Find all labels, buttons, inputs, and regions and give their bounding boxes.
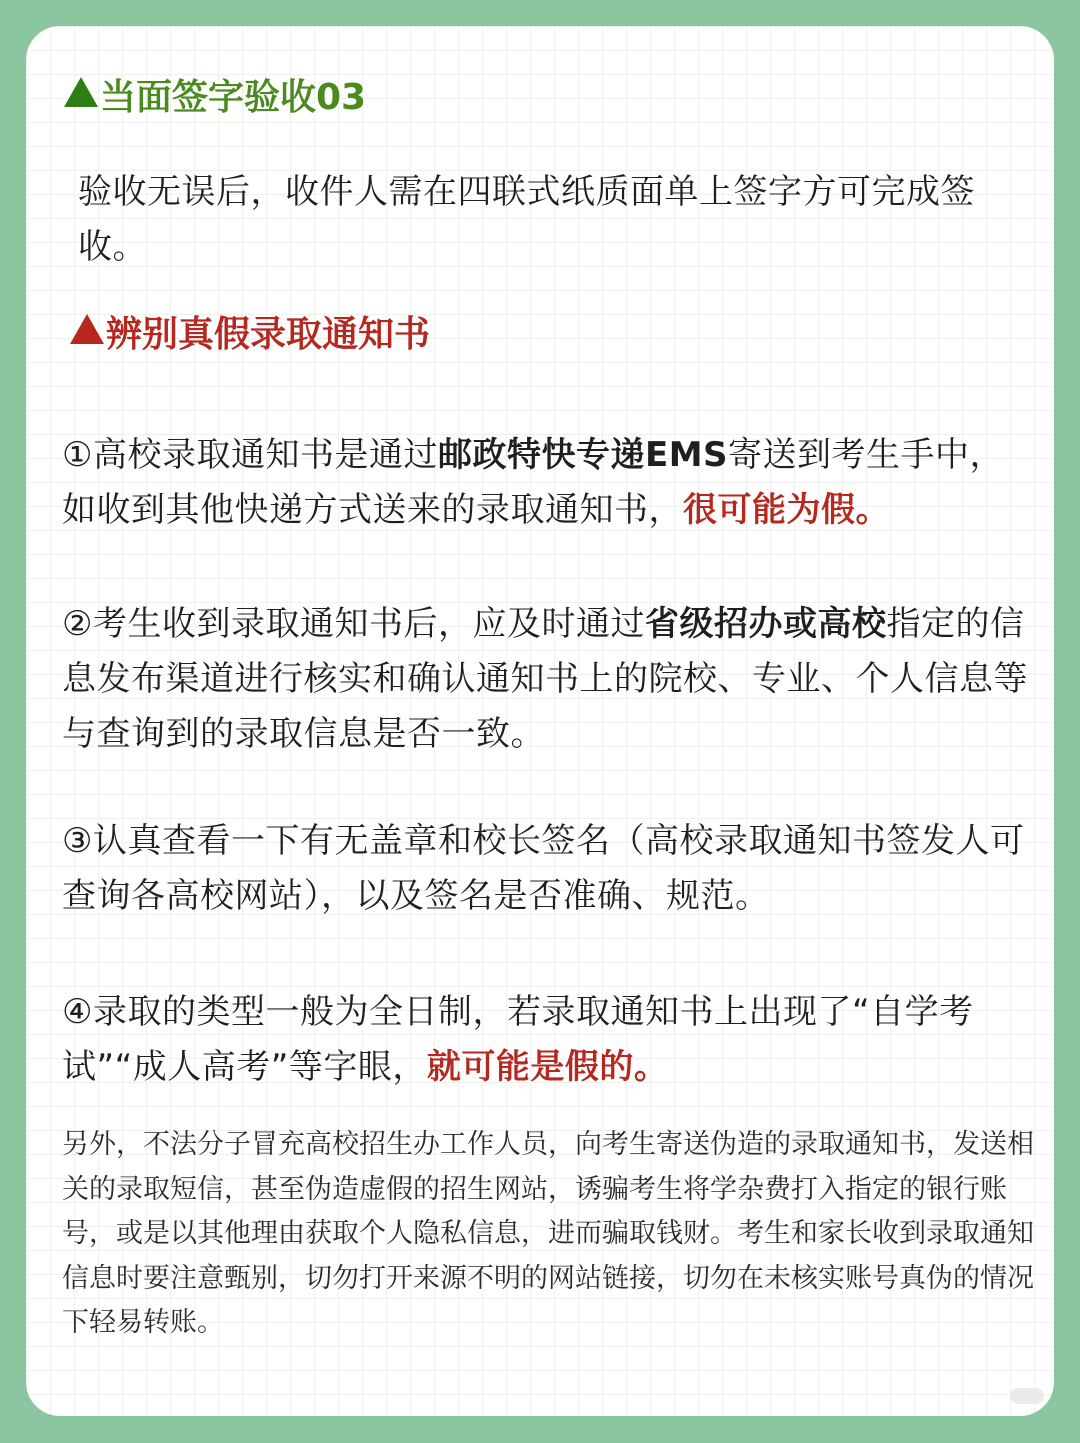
triangle-up-icon: [70, 314, 104, 344]
tip-warning: 很可能为假。: [683, 490, 890, 530]
tip-item-1: [62, 428, 1032, 538]
tip-bold: 省级招办或高校: [644, 604, 887, 644]
section-heading-signature: [64, 76, 366, 119]
tip-text: ③认真查看一下有无盖章和校长签名（高校录取通知书签发人可查询各高校网站），以及签名是否准确、规范。: [62, 821, 1025, 916]
content-card: [26, 26, 1054, 1416]
tip-text: 寄送到考生手中，如收到其他快递方式送来的录取通知书，: [62, 435, 1005, 530]
fraud-warning-note: 另外，不法分子冒充高校招生办工作人员，向考生寄送伪造的录取通知书，发送相关的录取短信，甚至伪造虚假的招生网站，诱骗考生将学杂费打入指定的银行账号，或是以其他理由获取个人隐私信息，进而骗取钱财。考生和家长收到录取通知信息时要注意甄别，切勿打开来源不明的网站链接，切勿在未核实账号真伪的情况下轻易转账。: [62, 1129, 1034, 1338]
section-heading-verify: [70, 313, 430, 356]
tip-bold: 邮政特快专递EMS: [437, 435, 729, 475]
signature-paragraph: 验收无误后，收件人需在四联式纸质面单上签字方可完成签收。: [78, 172, 975, 267]
tip-text: ④录取的类型一般为全日制，若录取通知书上出现了“自学考试”“成人高考”等字眼，: [62, 992, 974, 1087]
triangle-up-icon: [64, 77, 98, 107]
heading-text: 辨别真假录取通知书: [106, 314, 431, 355]
tip-warning: 就可能是假的。: [426, 1047, 669, 1087]
tip-text: ①高校录取通知书是通过: [62, 435, 438, 475]
tip-item-3: [62, 814, 1032, 924]
tip-text: 指定的信息发布渠道进行核实和确认通知书上的院校、专业、个人信息等与查询到的录取信息是否一致。: [62, 604, 1028, 754]
watermark-badge: [1010, 1388, 1044, 1404]
tip-text: ②考生收到录取通知书后，应及时通过: [62, 604, 645, 644]
heading-text: 当面签字验收03: [100, 77, 367, 118]
tip-item-2: [62, 597, 1032, 762]
tip-item-4: [62, 985, 1032, 1095]
